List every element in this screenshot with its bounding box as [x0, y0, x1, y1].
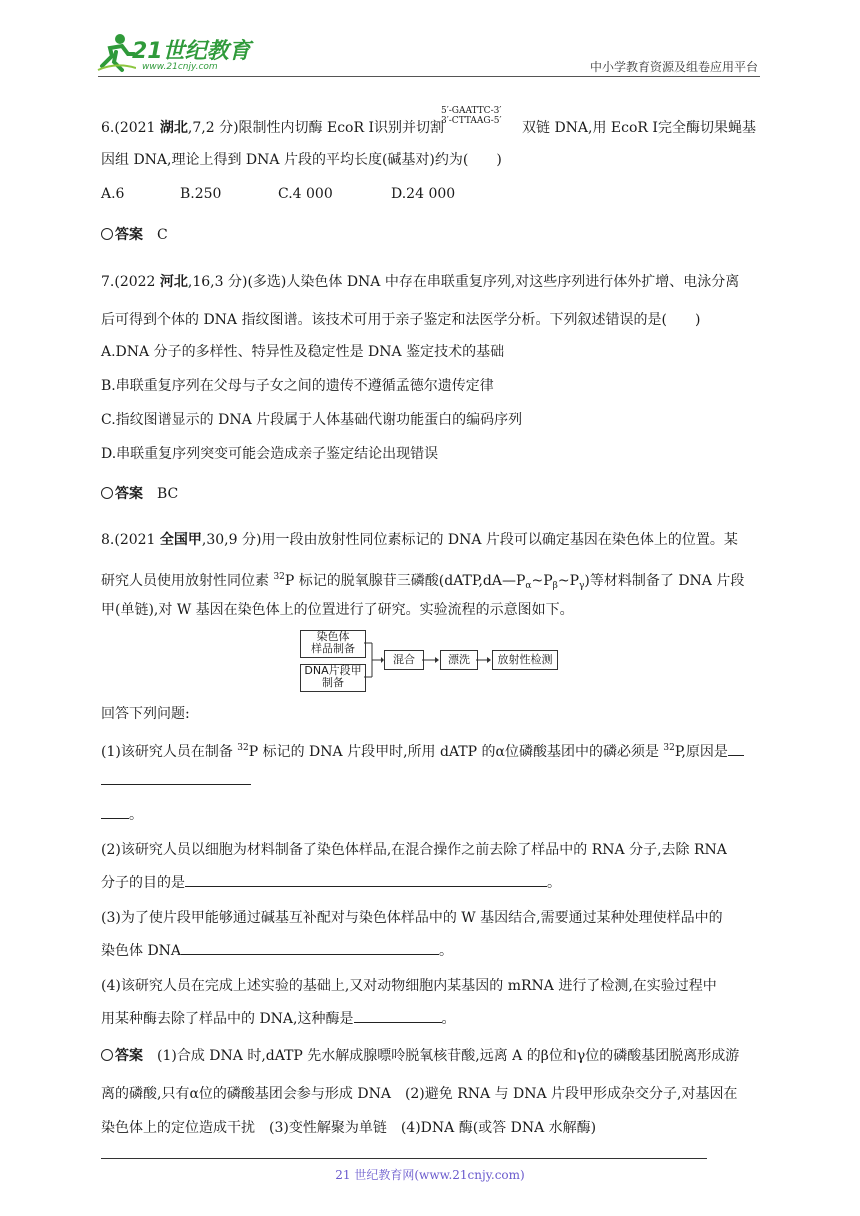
q7-option-b: B.串联重复序列在父母与子女之间的遗传不遵循孟德尔遗传定律: [101, 378, 494, 394]
q7-line2: 后可得到个体的 DNA 指纹图谱。该技术可用于亲子鉴定和法医学分析。下列叙述错误的是( ): [101, 312, 701, 328]
answer-check-icon: [101, 487, 113, 499]
answer-blank[interactable]: [728, 741, 744, 756]
q8-line2: 研究人员使用放射性同位素 $^{32}$P 标记的脱氧腺苷三磷酸$(dATP,dA—P_\alpha\sim P_\beta\sim P_\gamma)$等材料制备了 DNA 片段: [101, 572, 745, 591]
answer-blank[interactable]: [185, 872, 547, 887]
q8-sub2-line1: (2)该研究人员以细胞为材料制备了染色体样品,在混合操作之前去除了样品中的 RNA 分子,去除 RNA: [101, 842, 727, 858]
answer-check-icon: [101, 228, 113, 240]
logo-url: www.21cnjy.com: [142, 62, 218, 72]
q8-line1: 8.(2021 全国甲,30,9 分)用一段由放射性同位素标记的 DNA 片段可以确定基因在染色体上的位置。某: [101, 532, 738, 548]
q6-line2: 因组 DNA,理论上得到 DNA 片段的平均长度(碱基对)约为( ): [101, 152, 502, 168]
q8-intro: 回答下列问题:: [101, 706, 190, 722]
q8-line3: 甲(单链),对 W 基因在染色体上的位置进行了研究。实验流程的示意图如下。: [101, 602, 574, 618]
q6-option-c: C.4 000: [278, 186, 333, 202]
q8-sub1-line3: 。: [101, 804, 143, 825]
footer-divider: [101, 1158, 707, 1159]
site-logo: [96, 30, 266, 76]
q8-sub3-line1: (3)为了使片段甲能够通过碱基互补配对与染色体样品中的 W 基因结合,需要通过某种处理使样品中的: [101, 910, 723, 926]
q7-answer: 答案 BC: [101, 484, 178, 504]
q6-sequence-top: 5′-GAATTC-3′: [441, 106, 502, 116]
q6-sequence-bottom: 3′-CTTAAG-5′: [441, 116, 502, 126]
q6-option-b: B.250: [180, 186, 222, 202]
q7-source: 河北: [159, 274, 188, 290]
flow-arrow: [422, 655, 440, 665]
q8-sub4-line1: (4)该研究人员在完成上述实验的基础上,又对动物细胞内某基因的 mRNA 进行了检测,在实验过程中: [101, 978, 717, 994]
flow-connector: [364, 640, 384, 684]
answer-check-icon: [101, 1049, 113, 1061]
header-divider: [98, 76, 760, 77]
q6-line1-end: 双链 DNA,用 EcoR Ⅰ完全酶切果蝇基: [522, 120, 756, 136]
flow-box-radio-detect: 放射性检测: [492, 650, 558, 670]
q6-line1: 6.(2021 湖北,7,2 分)限制性内切酶 EcoR Ⅰ识别并切割: [101, 120, 444, 136]
q6-option-d: D.24 000: [391, 186, 456, 202]
logo-text: 21世纪教育: [132, 39, 251, 64]
header-platform-text: 中小学教育资源及组卷应用平台: [589, 60, 758, 74]
footer-text[interactable]: 21 世纪教育网(www.21cnjy.com): [335, 1168, 525, 1182]
q7-option-d: D.串联重复序列突变可能会造成亲子鉴定结论出现错误: [101, 446, 439, 462]
flow-box-rinse: 漂洗: [440, 650, 478, 670]
q7-option-c: C.指纹图谱显示的 DNA 片段属于人体基础代谢功能蛋白的编码序列: [101, 412, 523, 428]
q8-answer-line1: 答案 (1)合成 DNA 时,dATP 先水解成腺嘌呤脱氧核苷酸,远离 A 的β位和γ位的磷酸基团脱离形成游: [101, 1046, 739, 1066]
q8-source: 全国甲: [159, 532, 202, 548]
q8-sub2-line2: 分子的目的是 。: [101, 872, 561, 893]
q7-line1: 7.(2022 河北,16,3 分)(多选)人染色体 DNA 中存在串联重复序列,对这些序列进行体外扩增、电泳分离: [101, 274, 740, 290]
flow-box-dna-fragment: DNA片段甲 制备: [300, 664, 366, 692]
q7-option-a: A.DNA 分子的多样性、特异性及稳定性是 DNA 鉴定技术的基础: [101, 344, 505, 360]
answer-blank-line[interactable]: [101, 784, 251, 785]
q8-sub1-line1: (1)该研究人员在制备 $^{32}$P 标记的 DNA 片段甲时,所用 dATP 的α位磷酸基团中的磷必须是 $^{32}$P,原因是: [101, 738, 744, 762]
answer-blank[interactable]: [354, 1008, 442, 1023]
answer-blank[interactable]: [181, 940, 439, 955]
q8-answer-line2: 离的磷酸,只有α位的磷酸基团会参与形成 DNA (2)避免 RNA 与 DNA 片段甲形成杂交分子,对基因在: [101, 1086, 738, 1102]
q6-option-a: A.6: [101, 186, 125, 202]
q8-sub4-line2: 用某种酶去除了样品中的 DNA,这种酶是 。: [101, 1008, 456, 1029]
q6-source: 湖北: [159, 120, 188, 136]
q6-answer: 答案 C: [101, 225, 168, 245]
flow-box-chromosome-sample: 染色体 样品制备: [300, 630, 366, 658]
flow-box-mix: 混合: [384, 650, 424, 670]
answer-blank[interactable]: [101, 804, 129, 819]
q8-answer-line3: 染色体上的定位造成干扰 (3)变性解聚为单链 (4)DNA 酶(或答 DNA 水解酶): [101, 1120, 597, 1136]
runner-icon: [96, 32, 136, 74]
q8-sub3-line2: 染色体 DNA 。: [101, 940, 453, 961]
flow-arrow: [476, 655, 492, 665]
